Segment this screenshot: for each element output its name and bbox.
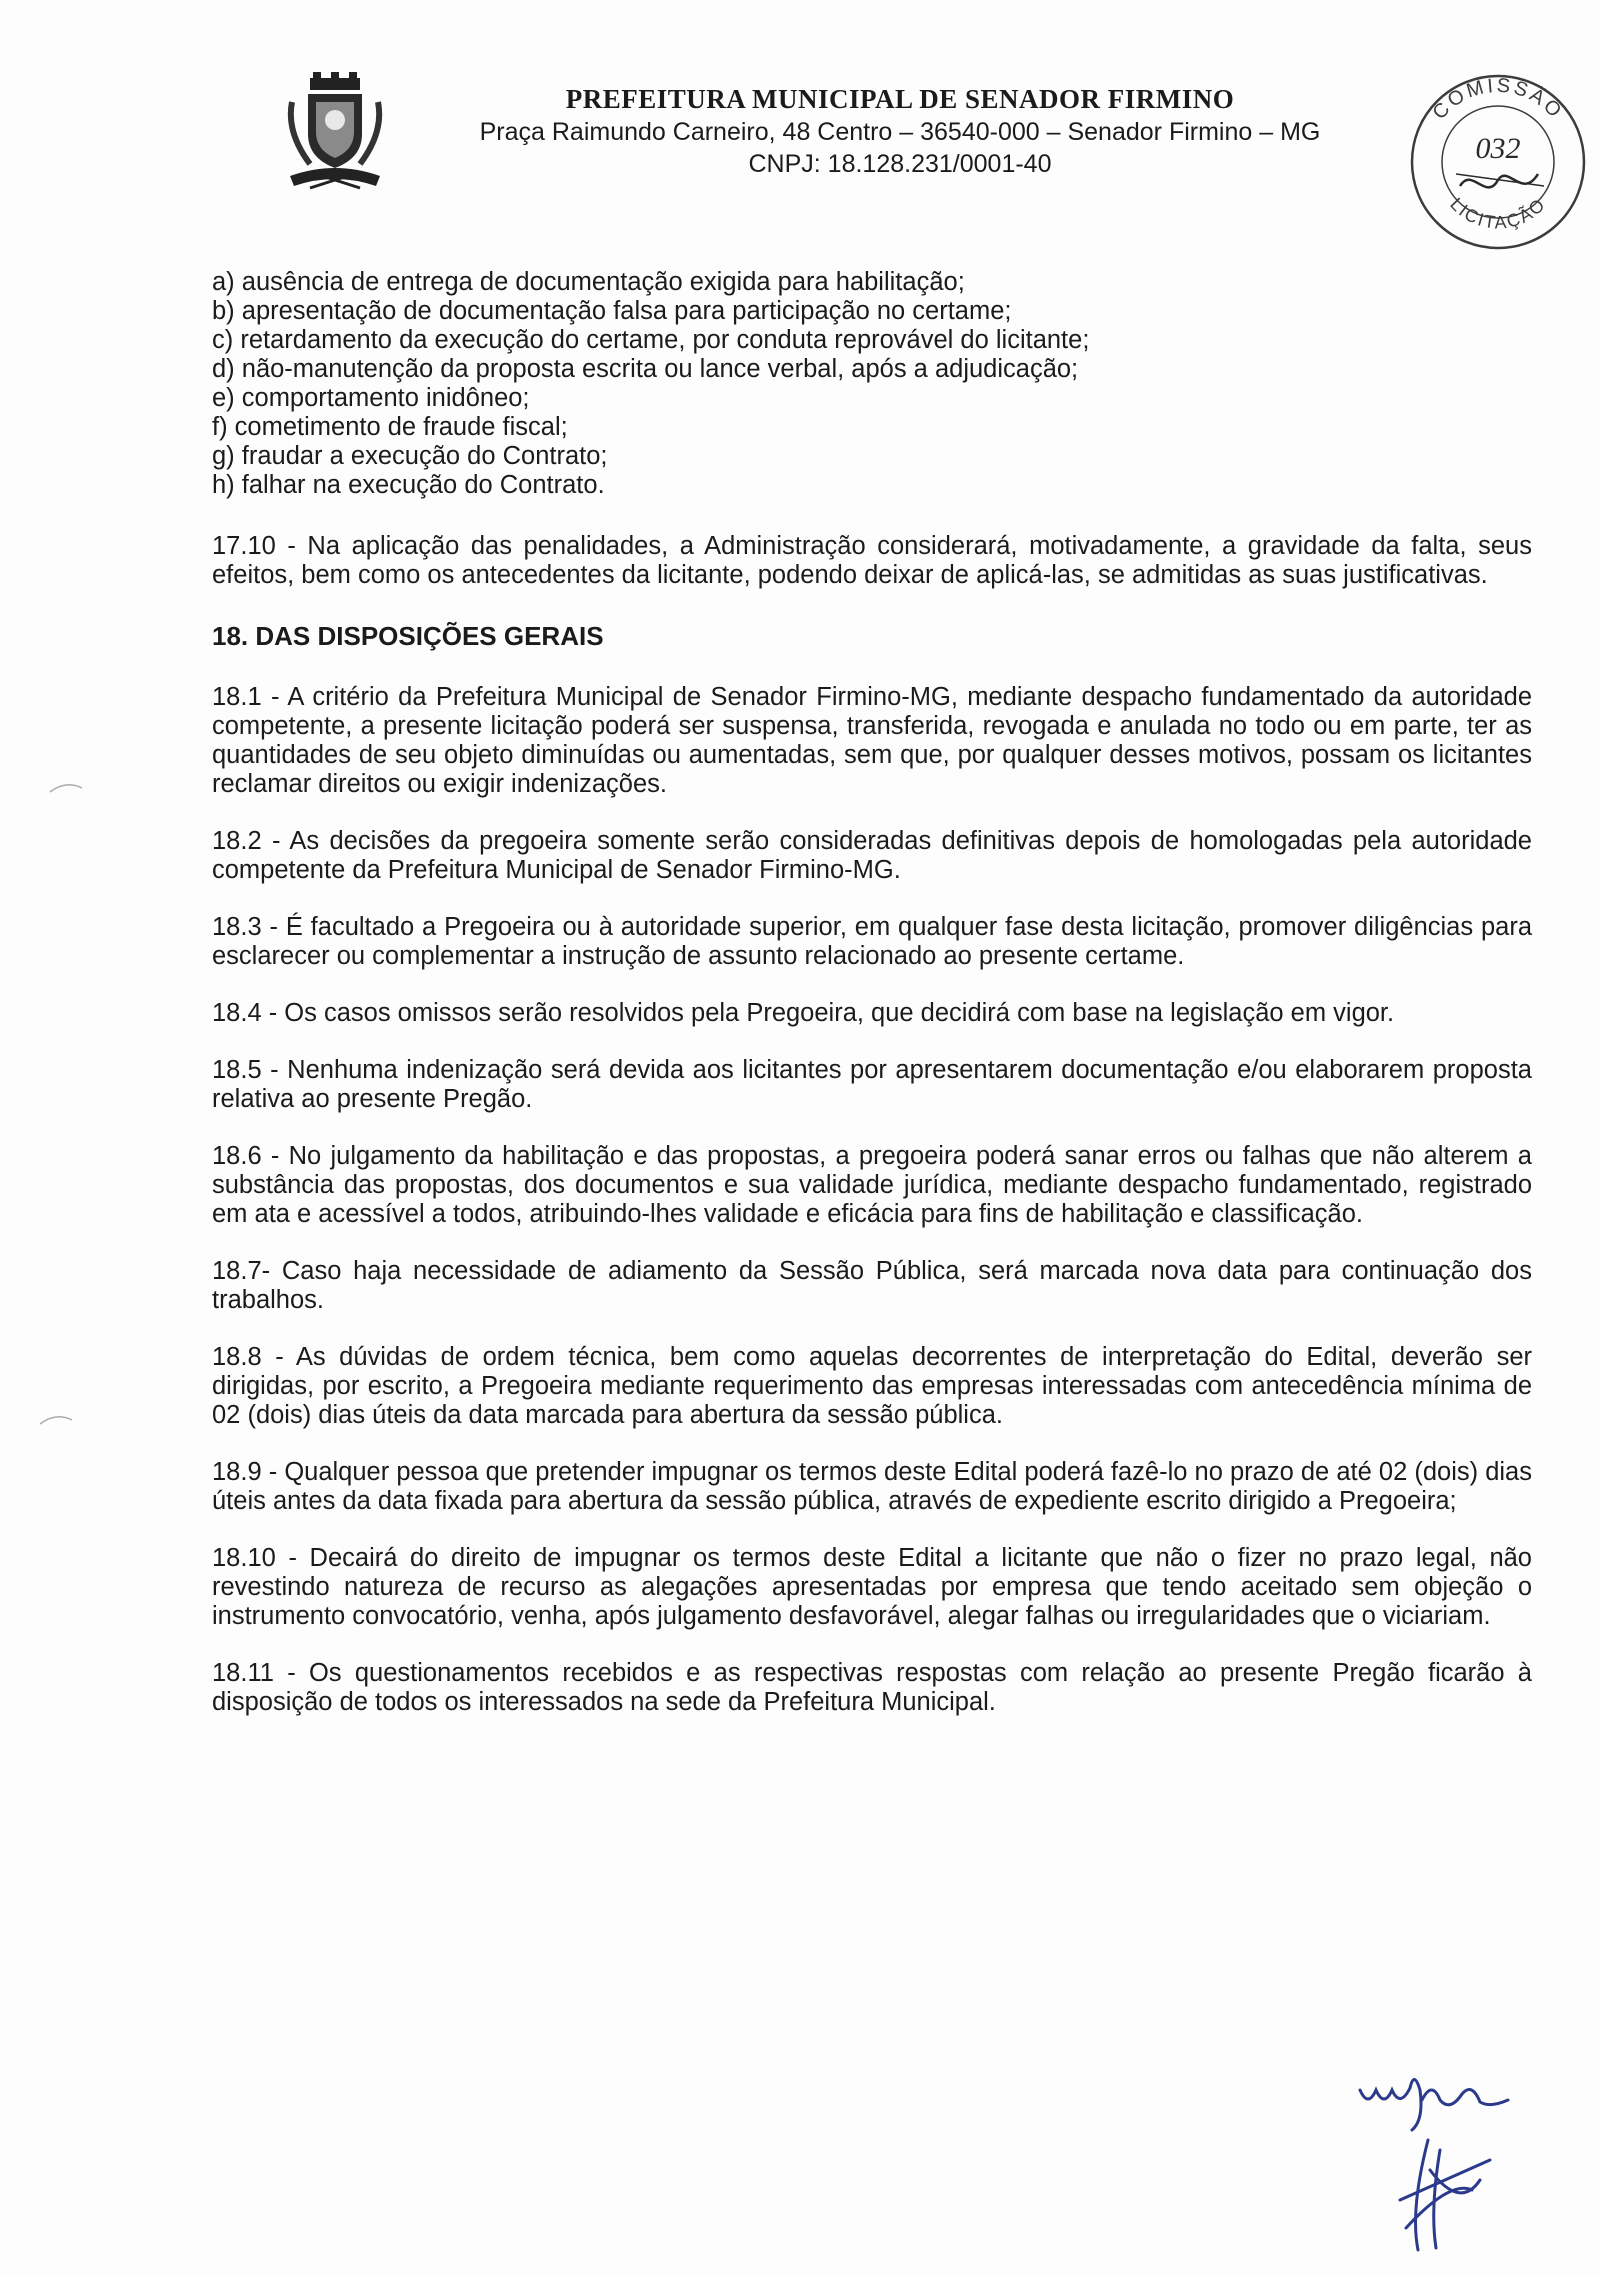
list-item: a) ausência de entrega de documentação exigida para habilitação; <box>212 268 965 296</box>
svg-text:COMISSÃO <box>1429 75 1568 124</box>
stamp-number: 032 <box>1475 132 1521 165</box>
violations-list <box>212 268 1532 500</box>
paragraph-18-9: 18.9 - Qualquer pessoa que pretender impugnar os termos deste Edital poderá fazê-lo no prazo de até 02 (dois) dias úteis antes da data fixada para abertura da sessão pública, através de expediente escrito dirigido a Pregoeira; <box>212 1458 1532 1515</box>
list-item: g) fraudar a execução do Contrato; <box>212 442 608 470</box>
handwritten-initials <box>1340 2060 1540 2260</box>
list-item: c) retardamento da execução do certame, por conduta reprovável do licitante; <box>212 326 1090 354</box>
paragraph-18-10: 18.10 - Decairá do direito de impugnar os termos deste Edital a licitante que não o fizer no prazo legal, não revestindo natureza de recurso as alegações apresentadas por empresa que tendo aceitado sem objeção o instrumento convocatório, venha, após julgamento desfavorável, alegar falhas ou irregularidades que o viciariam. <box>212 1544 1532 1630</box>
letterhead-cnpj: CNPJ: 18.128.231/0001-40 <box>748 150 1052 178</box>
margin-mark <box>38 1412 74 1426</box>
paragraph-18-11: 18.11 - Os questionamentos recebidos e as respectivas respostas com relação ao presente Pregão ficarão à disposição de todos os interessados na sede da Prefeitura Municipal. <box>212 1659 1532 1716</box>
svg-text:LICITAÇÃO <box>1446 194 1550 233</box>
list-item: e) comportamento inidôneo; <box>212 384 530 412</box>
stamp-bottom-text: LICITAÇÃO <box>1446 193 1550 233</box>
list-item: b) apresentação de documentação falsa para participação no certame; <box>212 297 1012 325</box>
section-heading: 18. DAS DISPOSIÇÕES GERAIS <box>212 621 604 651</box>
municipal-crest-icon <box>280 72 390 190</box>
list-item: h) falhar na execução do Contrato. <box>212 471 605 499</box>
margin-mark <box>48 780 84 794</box>
document-body <box>212 268 1532 1717</box>
paragraph-18-3: 18.3 - É facultado a Pregoeira ou à autoridade superior, em qualquer fase desta licitação, promover diligências para esclarecer ou complementar a instrução de assunto relacionado ao presente certame. <box>212 913 1532 970</box>
list-item: f) cometimento de fraude fiscal; <box>212 413 568 441</box>
list-item: d) não-manutenção da proposta escrita ou lance verbal, após a adjudicação; <box>212 355 1079 383</box>
paragraph-18-4: 18.4 - Os casos omissos serão resolvidos pela Pregoeira, que decidirá com base na legislação em vigor. <box>212 999 1395 1027</box>
paragraph-17-10: 17.10 - Na aplicação das penalidades, a Administração considerará, motivadamente, a gravidade da falta, seus efeitos, bem como os antecedentes da licitante, podendo deixar de aplicá-las, se admitidas as suas justificativas. <box>212 532 1532 589</box>
paragraph-18-5: 18.5 - Nenhuma indenização será devida aos licitantes por apresentarem documentação e/ou elaborarem proposta relativa ao presente Pregão. <box>212 1056 1532 1113</box>
paragraph-18-8: 18.8 - As dúvidas de ordem técnica, bem como aquelas decorrentes de interpretação do Edital, deverão ser dirigidas, por escrito, a Pregoeira mediante requerimento das empresas interessadas com antecedência mínima de 02 (dois) dias úteis da data marcada para abertura da sessão pública. <box>212 1343 1532 1429</box>
commission-stamp <box>1398 62 1598 262</box>
paragraph-18-7: 18.7- Caso haja necessidade de adiamento da Sessão Pública, será marcada nova data para continuação dos trabalhos. <box>212 1257 1532 1314</box>
paragraph-18-1: 18.1 - A critério da Prefeitura Municipal de Senador Firmino-MG, mediante despacho fundamentado da autoridade competente, a presente licitação poderá ser suspensa, transferida, revogada e anulada no todo ou em parte, ter as quantidades de seu objeto diminuídas ou aumentadas, sem que, por qualquer desses motivos, possam os licitantes reclamar direitos ou exigir indenizações. <box>212 683 1532 798</box>
paragraph-18-6: 18.6 - No julgamento da habilitação e das propostas, a pregoeira poderá sanar erros ou falhas que não alterem a substância das propostas, dos documentos e sua validade jurídica, mediante despacho fundamentado, registrado em ata e acessível a todos, atribuindo-lhes validade e eficácia para fins de habilitação e classificação. <box>212 1142 1532 1228</box>
letterhead-address: Praça Raimundo Carneiro, 48 Centro – 36540-000 – Senador Firmino – MG <box>479 118 1321 146</box>
paragraph-18-2: 18.2 - As decisões da pregoeira somente serão consideradas definitivas depois de homologadas pela autoridade competente da Prefeitura Municipal de Senador Firmino-MG. <box>212 827 1532 884</box>
stamp-top-text: COMISSÃO <box>1428 74 1568 124</box>
letterhead-title: PREFEITURA MUNICIPAL DE SENADOR FIRMINO <box>565 84 1235 114</box>
letterhead <box>420 82 1380 180</box>
